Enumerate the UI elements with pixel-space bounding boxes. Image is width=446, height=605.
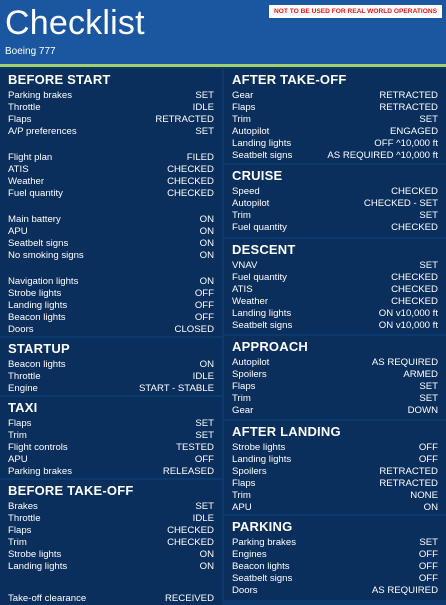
item-label: Throttle <box>8 371 41 382</box>
item-value: RETRACTED <box>379 478 438 489</box>
checklist-row <box>8 188 214 200</box>
checklist-row <box>232 114 438 126</box>
item-value: AS REQUIRED <box>371 585 438 596</box>
item-label: Trim <box>8 537 27 548</box>
item-value: ON <box>199 359 214 370</box>
item-value: RETRACTED <box>155 114 214 125</box>
item-value: OFF <box>418 561 438 572</box>
checklist-row <box>8 430 214 442</box>
item-label: APU <box>232 502 252 513</box>
item-label: VNAV <box>232 260 258 271</box>
item-value: SET <box>195 90 214 101</box>
item-label: Flight plan <box>8 152 53 163</box>
item-value: OFF <box>418 442 438 453</box>
checklist-row <box>232 466 438 478</box>
item-label: Parking brakes <box>232 537 296 548</box>
item-value: SET <box>419 210 438 221</box>
checklist-row <box>232 210 438 222</box>
checklist-row <box>232 260 438 272</box>
item-label: Doors <box>232 585 258 596</box>
spacer <box>8 262 214 276</box>
checklist-row <box>232 478 438 490</box>
section-approach <box>224 336 446 419</box>
item-label: Beacon lights <box>232 561 290 572</box>
item-value: OFF <box>194 288 214 299</box>
item-value: ON <box>199 549 214 560</box>
item-value: ON <box>199 226 214 237</box>
checklist-row <box>8 501 214 513</box>
item-label: Autopilot <box>232 126 270 137</box>
checklist-row <box>232 490 438 502</box>
item-label: Engines <box>232 549 267 560</box>
accent-divider <box>0 64 446 67</box>
item-value: AS REQUIRED <box>371 357 438 368</box>
item-label: Brakes <box>8 501 38 512</box>
checklist-row <box>232 454 438 466</box>
checklist-row <box>232 537 438 549</box>
checklist-row <box>8 214 214 226</box>
item-value: CHECKED <box>391 296 438 307</box>
item-label: Doors <box>8 324 34 335</box>
item-label: Trim <box>232 114 251 125</box>
item-label: Flaps <box>232 478 256 489</box>
item-value: OFF <box>418 573 438 584</box>
checklist-row <box>8 454 214 466</box>
section-title: CRUISE <box>232 168 283 183</box>
checklist-row <box>8 537 214 549</box>
checklist-row <box>8 549 214 561</box>
item-label: Engine <box>8 383 38 394</box>
checklist-row <box>8 561 214 573</box>
item-value: ON <box>423 502 438 513</box>
section-descent <box>224 239 446 334</box>
item-label: Landing lights <box>8 300 68 311</box>
checklist-row <box>8 383 214 395</box>
item-label: ATIS <box>8 164 29 175</box>
checklist-row <box>8 525 214 537</box>
item-value: CHECKED <box>167 164 214 175</box>
item-label: Navigation lights <box>8 276 79 287</box>
checklist-row <box>8 418 214 430</box>
section-before-takeoff <box>0 480 222 605</box>
section-title: BEFORE TAKE-OFF <box>8 483 134 498</box>
section-cruise <box>224 165 446 237</box>
section-parking <box>224 516 446 600</box>
section-title: PARKING <box>232 519 293 534</box>
section-taxi <box>0 397 222 478</box>
item-label: Flaps <box>232 102 256 113</box>
item-label: Throttle <box>8 102 41 113</box>
item-value: CHECKED <box>391 222 438 233</box>
item-value: OFF <box>418 549 438 560</box>
item-value: ON v10,000 ft <box>378 320 438 331</box>
checklist-row <box>232 561 438 573</box>
checklist-row <box>232 381 438 393</box>
checklist-row <box>232 320 438 332</box>
item-value: RETRACTED <box>379 102 438 113</box>
item-value: RETRACTED <box>379 466 438 477</box>
checklist-row <box>232 126 438 138</box>
section-title: AFTER LANDING <box>232 424 341 439</box>
spacer <box>8 138 214 152</box>
checklist-row <box>232 405 438 417</box>
item-value: OFF <box>418 454 438 465</box>
item-value: ON <box>199 276 214 287</box>
checklist-row <box>8 466 214 478</box>
section-title: AFTER TAKE-OFF <box>232 72 347 87</box>
item-label: Autopilot <box>232 198 270 209</box>
item-value: FILED <box>186 152 214 163</box>
item-value: SET <box>195 418 214 429</box>
section-startup <box>0 338 222 395</box>
checklist-row <box>8 312 214 324</box>
checklist-row <box>232 393 438 405</box>
checklist-row <box>8 102 214 114</box>
checklist-row <box>232 138 438 150</box>
checklist-row <box>8 593 214 605</box>
item-value: CHECKED <box>391 272 438 283</box>
item-label: Seatbelt signs <box>8 238 69 249</box>
item-label: Landing lights <box>232 454 292 465</box>
item-value: CHECKED - SET <box>363 198 438 209</box>
item-value: START - STABLE <box>139 383 214 394</box>
checklist-row <box>232 222 438 234</box>
item-value: ON <box>199 238 214 249</box>
item-label: Fuel quantity <box>232 222 287 233</box>
item-value: SET <box>195 126 214 137</box>
checklist-row <box>8 164 214 176</box>
item-value: CHECKED <box>167 188 214 199</box>
checklist-row <box>8 238 214 250</box>
right-column <box>224 69 446 600</box>
item-value: IDLE <box>192 513 214 524</box>
checklist-row <box>8 513 214 525</box>
checklist-row <box>8 114 214 126</box>
item-label: Strobe lights <box>232 442 286 453</box>
checklist-row <box>232 549 438 561</box>
item-label: Trim <box>232 210 251 221</box>
item-value: ON v10,000 ft <box>378 308 438 319</box>
item-label: Beacon lights <box>8 359 66 370</box>
item-value: RELEASED <box>162 466 214 477</box>
checklist-row <box>232 284 438 296</box>
item-value: SET <box>419 537 438 548</box>
item-value: ON <box>199 250 214 261</box>
section-after-takeoff <box>224 69 446 163</box>
item-label: Seatbelt signs <box>232 320 293 331</box>
item-value: SET <box>419 260 438 271</box>
checklist-row <box>232 198 438 210</box>
checklist-row <box>232 442 438 454</box>
item-value: SET <box>419 393 438 404</box>
item-label: APU <box>8 226 28 237</box>
item-label: Landing lights <box>8 561 68 572</box>
item-label: Landing lights <box>232 138 292 149</box>
checklist-row <box>232 502 438 514</box>
item-label: A/P preferences <box>8 126 77 137</box>
checklist-row <box>232 308 438 320</box>
checklist-row <box>232 296 438 308</box>
item-value: RETRACTED <box>379 90 438 101</box>
checklist-row <box>232 573 438 585</box>
section-before-start <box>0 69 222 336</box>
item-label: Spoilers <box>232 466 267 477</box>
item-label: Landing lights <box>232 308 292 319</box>
checklist-row <box>8 442 214 454</box>
page-title: Checklist <box>5 4 145 42</box>
section-title: BEFORE START <box>8 72 111 87</box>
item-value: ON <box>199 214 214 225</box>
checklist-row <box>8 324 214 336</box>
item-label: Beacon lights <box>8 312 66 323</box>
checklist-row <box>232 357 438 369</box>
item-value: OFF <box>194 312 214 323</box>
item-label: Speed <box>232 186 260 197</box>
item-value: CHECKED <box>167 537 214 548</box>
item-label: Flaps <box>8 525 32 536</box>
item-value: ENGAGED <box>390 126 438 137</box>
item-label: Parking brakes <box>8 90 72 101</box>
item-value: CHECKED <box>391 186 438 197</box>
item-label: Gear <box>232 90 254 101</box>
item-value: OFF <box>194 454 214 465</box>
item-label: Weather <box>232 296 269 307</box>
section-title: TAXI <box>8 400 38 415</box>
spacer <box>8 200 214 214</box>
item-label: Trim <box>232 393 251 404</box>
checklist-row <box>8 288 214 300</box>
checklist-row <box>232 90 438 102</box>
item-label: Spoilers <box>232 369 267 380</box>
left-column <box>0 69 222 604</box>
item-label: Throttle <box>8 513 41 524</box>
item-value: TESTED <box>176 442 214 453</box>
item-label: Flaps <box>8 418 32 429</box>
item-label: Trim <box>232 490 251 501</box>
header-bar <box>0 0 446 64</box>
item-value: IDLE <box>192 102 214 113</box>
item-label: Flaps <box>232 381 256 392</box>
checklist-row <box>8 300 214 312</box>
item-label: Parking brakes <box>8 466 72 477</box>
checklist-row <box>232 585 438 597</box>
item-label: Gear <box>232 405 254 416</box>
item-label: Take-off clearance <box>8 593 87 604</box>
checklist-row <box>8 359 214 371</box>
item-value: CHECKED <box>391 284 438 295</box>
item-value: RECEIVED <box>164 593 214 604</box>
warning-badge: NOT TO BE USED FOR REAL WORLD OPERATIONS <box>269 5 442 18</box>
item-value: SET <box>195 501 214 512</box>
item-value: CHECKED <box>167 176 214 187</box>
aircraft-subtitle: Boeing 777 <box>5 46 56 57</box>
item-label: Autopilot <box>232 357 270 368</box>
item-label: Trim <box>8 430 27 441</box>
checklist-row <box>232 186 438 198</box>
item-value: ARMED <box>403 369 438 380</box>
item-label: Strobe lights <box>8 549 62 560</box>
section-title: DESCENT <box>232 242 296 257</box>
checklist-row <box>232 150 438 162</box>
item-label: Flaps <box>8 114 32 125</box>
checklist-row <box>232 272 438 284</box>
section-title: APPROACH <box>232 339 308 354</box>
item-value: CHECKED <box>167 525 214 536</box>
section-title: STARTUP <box>8 341 70 356</box>
checklist-row <box>8 276 214 288</box>
item-value: SET <box>195 430 214 441</box>
item-value: OFF <box>194 300 214 311</box>
spacer <box>8 573 214 593</box>
item-value: SET <box>419 114 438 125</box>
checklist-row <box>232 369 438 381</box>
section-after-landing <box>224 421 446 514</box>
checklist-row <box>232 102 438 114</box>
item-value: IDLE <box>192 371 214 382</box>
item-label: Fuel quantity <box>232 272 287 283</box>
checklist-row <box>8 176 214 188</box>
item-value: SET <box>419 381 438 392</box>
item-label: Weather <box>8 176 45 187</box>
item-value: CLOSED <box>174 324 214 335</box>
item-label: No smoking signs <box>8 250 84 261</box>
checklist-row <box>8 152 214 164</box>
item-value: OFF ^10,000 ft <box>374 138 438 149</box>
checklist-row <box>8 371 214 383</box>
item-label: APU <box>8 454 28 465</box>
item-label: Strobe lights <box>8 288 62 299</box>
item-label: Main battery <box>8 214 61 225</box>
item-label: Seatbelt signs <box>232 150 293 161</box>
item-label: Flight controls <box>8 442 68 453</box>
item-label: ATIS <box>232 284 253 295</box>
item-value: ON <box>199 561 214 572</box>
checklist-row <box>8 250 214 262</box>
checklist-row <box>8 90 214 102</box>
checklist-row <box>8 226 214 238</box>
item-value: NONE <box>410 490 438 501</box>
item-value: DOWN <box>407 405 438 416</box>
item-label: Fuel quantity <box>8 188 63 199</box>
checklist-row <box>8 126 214 138</box>
item-label: Seatbelt signs <box>232 573 293 584</box>
item-value: AS REQUIRED ^10,000 ft <box>327 150 438 161</box>
